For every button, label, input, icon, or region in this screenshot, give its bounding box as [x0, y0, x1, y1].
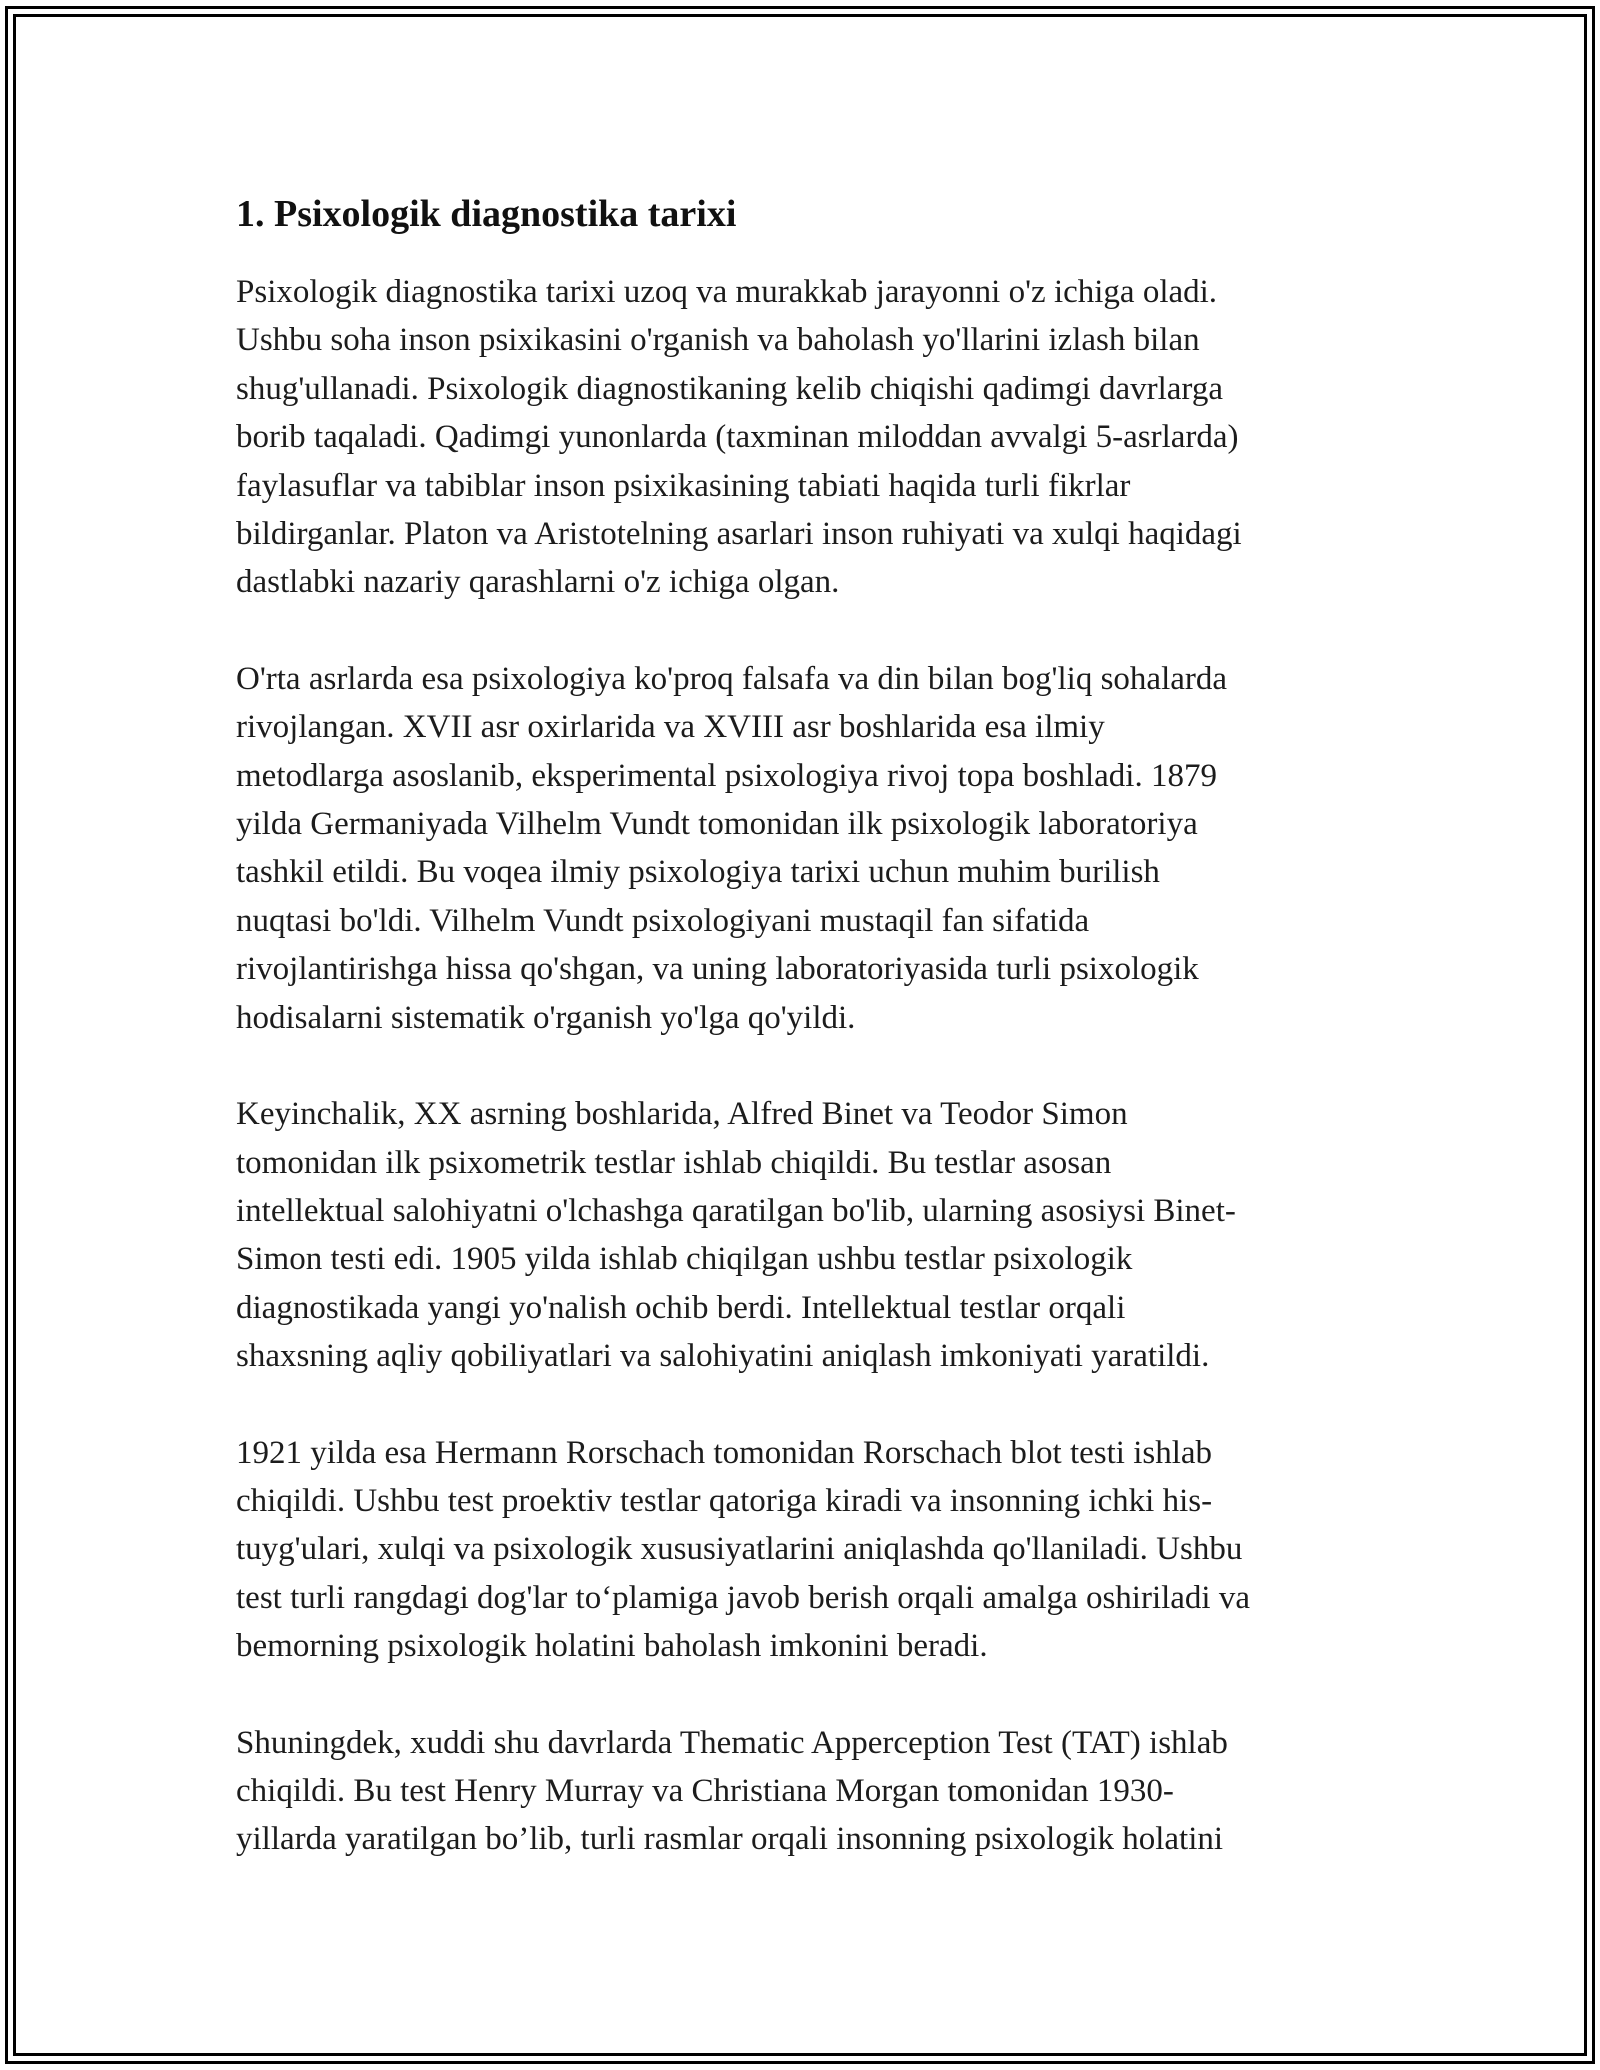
text-line: chiqildi. Ushbu test proektiv testlar qatoriga kiradi va insonning ichki his-	[236, 1482, 1213, 1519]
text-line: rivojlantirishga hissa qo'shgan, va uning laboratoriyasida turli psixologik	[236, 951, 1199, 988]
text-line: tashkil etildi. Bu voqea ilmiy psixologiya tarixi uchun muhim burilish	[236, 854, 1160, 891]
text-line: Keyinchalik, XX asrning boshlarida, Alfred Binet va Teodor Simon	[236, 1096, 1128, 1133]
text-line: Simon testi edi. 1905 yilda ishlab chiqilgan ushbu testlar psixologik	[236, 1241, 1133, 1278]
text-line: tomonidan ilk psixometrik testlar ishlab chiqildi. Bu testlar asosan	[236, 1144, 1112, 1181]
text-line: Shuningdek, xuddi shu davrlarda Thematic Apperception Test (TAT) ishlab	[236, 1724, 1228, 1761]
text-line: yilda Germaniyada Vilhelm Vundt tomonidan ilk psixologik laboratoriya	[236, 806, 1198, 843]
paragraph-rorschach	[236, 1429, 1366, 1671]
text-line: yillarda yaratilgan bo’lib, turli rasmlar orqali insonning psixologik holatini	[236, 1821, 1224, 1858]
paragraph-tat	[236, 1719, 1366, 1864]
section-heading: 1. Psixologik diagnostika tarixi	[236, 193, 737, 235]
text-line: shug'ullanadi. Psixologik diagnostikaning kelib chiqishi qadimgi davrlarga	[236, 370, 1223, 407]
text-line: O'rta asrlarda esa psixologiya ko'proq falsafa va din bilan bog'liq sohalarda	[236, 660, 1228, 697]
paragraph-binet-simon	[236, 1090, 1366, 1380]
text-line: bemorning psixologik holatini baholash imkonini beradi.	[236, 1628, 988, 1665]
text-line: faylasuflar va tabiblar inson psixikasining tabiati haqida turli fikrlar	[236, 467, 1131, 504]
text-line: test turli rangdagi dog'lar to‘plamiga javob berish orqali amalga oshiriladi va	[236, 1579, 1250, 1616]
text-line: metodlarga asoslanib, eksperimental psixologiya rivoj topa boshladi. 1879	[236, 757, 1217, 794]
paragraph-middle-ages	[236, 655, 1366, 1042]
text-line: Psixologik diagnostika tarixi uzoq va murakkab jarayonni o'z ichiga oladi.	[236, 274, 1218, 310]
text-line: hodisalarni sistematik o'rganish yo'lga qo'yildi.	[236, 999, 856, 1036]
document-body	[236, 186, 1366, 1912]
text-line: bildirganlar. Platon va Aristotelning asarlari inson ruhiyati va xulqi haqidagi	[236, 516, 1242, 553]
text-line: dastlabki nazariy qarashlarni o'z ichiga olgan.	[236, 564, 840, 601]
text-line: chiqildi. Bu test Henry Murray va Christiana Morgan tomonidan 1930-	[236, 1772, 1174, 1809]
text-line: nuqtasi bo'ldi. Vilhelm Vundt psixologiyani mustaqil fan sifatida	[236, 902, 1090, 939]
text-line: shaxsning aqliy qobiliyatlari va salohiyatini aniqlash imkoniyati yaratildi.	[236, 1338, 1210, 1375]
text-line: borib taqaladi. Qadimgi yunonlarda (taxminan miloddan avvalgi 5-asrlarda)	[236, 419, 1239, 456]
text-line: tuyg'ulari, xulqi va psixologik xususiyatlarini aniqlashda qo'llaniladi. Ushbu	[236, 1531, 1243, 1568]
text-line: Ushbu soha inson psixikasini o'rganish va baholash yo'llarini izlash bilan	[236, 322, 1200, 359]
text-line: rivojlangan. XVII asr oxirlarida va XVIII asr boshlarida esa ilmiy	[236, 709, 1105, 746]
text-line: intellektual salohiyatni o'lchashga qaratilgan bo'lib, ularning asosiysi Binet-	[236, 1192, 1236, 1229]
paragraph-history-intro	[236, 268, 1366, 607]
text-line: 1921 yilda esa Hermann Rorschach tomonidan Rorschach blot testi ishlab	[236, 1434, 1213, 1471]
text-line: diagnostikada yangi yo'nalish ochib berdi. Intellektual testlar orqali	[236, 1289, 1126, 1326]
